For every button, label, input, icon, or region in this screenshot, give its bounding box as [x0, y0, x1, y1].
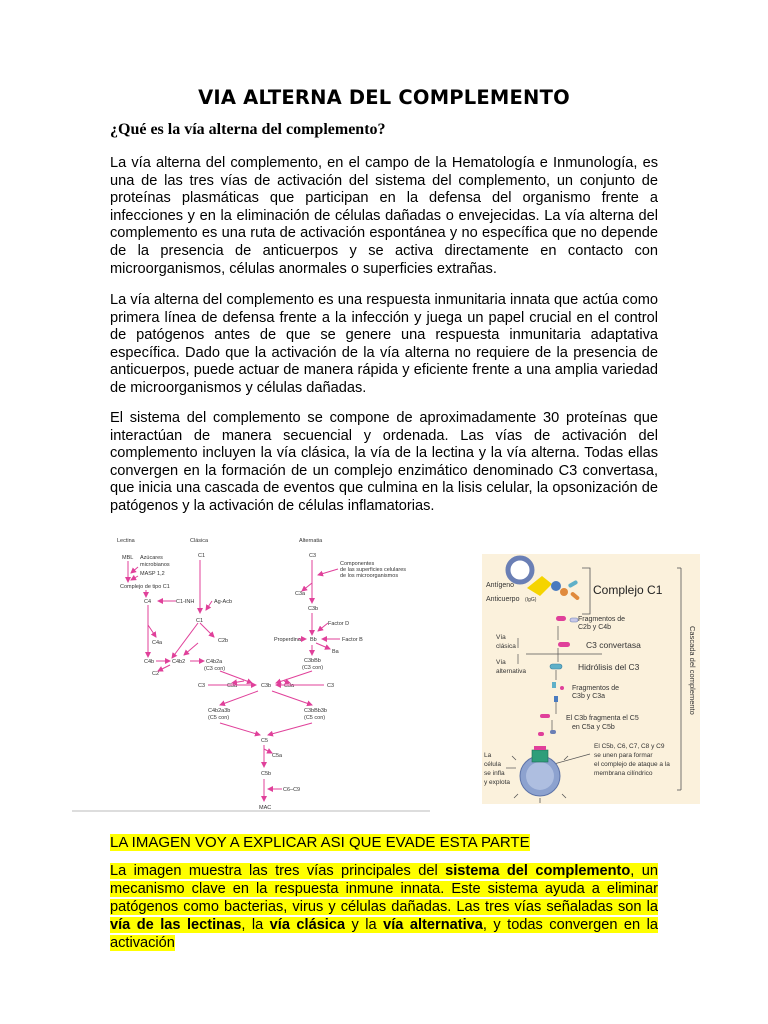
label-c3b-center: C3b	[261, 683, 272, 689]
label-bb: Bb	[310, 637, 317, 643]
label-antigeno: Antígeno	[486, 582, 515, 589]
label-c3b-frag-1: El C3b fragmenta el C5	[566, 715, 639, 722]
hp-text-5: , y todas convergen en la activación	[110, 917, 658, 951]
highlighted-heading-text: LA IMAGEN VOY A EXPLICAR ASI QUE EVADE ESTA PARTE	[110, 834, 530, 851]
label-via-clasica-2: clásica	[496, 643, 516, 650]
label-fragmentos-c2b-2: C2b y C4b	[578, 624, 612, 631]
label-componentes-3: de los microorganismos	[340, 573, 399, 579]
label-mbl: MBL	[122, 555, 134, 561]
label-hidrolisis: Hidrólisis del C3	[578, 662, 640, 672]
label-c3a-3: C3a	[284, 683, 295, 689]
c1-subunit-icon	[560, 588, 568, 596]
label-c5b-4: membrana cilíndrico	[594, 770, 653, 777]
label-via-alt-2: alternativa	[496, 668, 526, 675]
document-title: VIA ALTERNA DEL COMPLEMENTO	[198, 86, 570, 109]
label-c5b-3: el complejo de ataque a la	[594, 761, 670, 768]
hp-text-4: y la	[345, 917, 384, 933]
label-frag-c3b-1: Fragmentos de	[572, 685, 620, 692]
hp-text-3: , la	[241, 917, 270, 933]
c1-complex-icon	[551, 581, 561, 591]
label-c4b2a: C4b2a	[206, 659, 223, 665]
label-celula-4: y explota	[484, 779, 511, 786]
label-c3a-2: C3a	[227, 683, 238, 689]
label-c3-alt: C3	[309, 553, 317, 559]
label-c3-convertasa: C3 convertasa	[586, 640, 641, 650]
label-complejo-c1: Complejo de tipo C1	[120, 584, 170, 590]
header-clasica: Clásica	[190, 538, 209, 544]
label-properdina: Properdina	[274, 637, 301, 643]
mac-cap-icon	[534, 746, 546, 750]
label-factor-d: Factor D	[328, 621, 350, 627]
label-c4: C4	[144, 599, 152, 605]
hp-bold-3: vía clásica	[269, 917, 346, 933]
label-via-clasica-1: Vía	[496, 634, 506, 641]
label-c5: C5	[261, 738, 269, 744]
label-componentes-1: Componentes	[340, 561, 375, 567]
label-masp: MASP 1,2	[140, 571, 165, 577]
paragraph-2: La vía alterna del complemento es una respuesta inmunitaria innata que actúa como primera línea de defensa frente a la infección y juega un papel crucial en el control de patógenos antes de que se genere una respuesta inmunitaria adaptativa específica. Dado que la activación de la vía alterna no requiere de la presencia de anticuerpos, puede actuar de manera rápida y eficiente frente a una amplia variedad de microorganismos y células dañadas.	[110, 292, 658, 396]
label-frag-c3b-2: C3b y C3a	[572, 693, 606, 700]
lysed-cell-inner-icon	[526, 762, 554, 790]
label-via-alt-1: Vía	[496, 659, 506, 666]
label-microbianos: microbianos	[140, 562, 170, 568]
label-celula-3: se infla	[484, 770, 505, 777]
label-fragmentos-c2b-1: Fragmentos de	[578, 616, 626, 623]
label-c5con-1: (C5 con)	[208, 715, 230, 721]
paragraph-1: La vía alterna del complemento, en el campo de la Hematología e Inmunología, es una de las tres vías de activación del sistema del complemento, un conjunto de proteínas plasmáticas que participan en la defensa del organismo frente a infecciones y en la eliminación de células dañadas o envejecidas. La vía alterna del complemento es una ruta de activación espontánea y no específica que no depende de la presencia de anticuerpos y se activa directamente en contacto con microorganismos, células anormales o superficies extrañas.	[110, 155, 658, 277]
label-c5b-2: se unen para formar	[594, 752, 653, 759]
header-lectina: Lectina	[117, 538, 135, 544]
label-celula-2: célula	[484, 761, 501, 768]
hp-text-2: , un mecanismo clave en la respuesta inmune innata. Este sistema ayuda a eliminar patógenos como bacterias, virus y células dañadas. Las tres vías señaladas son la	[110, 863, 658, 915]
label-c3b-frag-2: en C5a y C5b	[572, 724, 615, 731]
label-componentes-2: de las superficies celulares	[340, 567, 407, 573]
label-c2b: C2b	[218, 638, 229, 644]
label-c3a: C3a	[295, 591, 306, 597]
pathways-diagram-svg	[72, 535, 430, 813]
document-subtitle: ¿Qué es la vía alterna del complemento?	[110, 121, 386, 138]
cascade-illustration-svg	[482, 554, 700, 804]
label-ba: Ba	[332, 649, 339, 655]
label-c3b: C3b	[308, 606, 319, 612]
header-alternativa: Alternatia	[299, 538, 323, 544]
hp-bold-4: vía alternativa	[383, 917, 483, 933]
label-c6c9: C6–C9	[283, 787, 301, 793]
label-c3con-2: (C3 con)	[302, 665, 324, 671]
label-c4b: C4b	[144, 659, 155, 665]
label-c5con-2: (C5 con)	[304, 715, 326, 721]
complement-cascade-illustration	[482, 554, 700, 804]
label-c5b: C5b	[261, 771, 272, 777]
label-azucares: Azúcares	[140, 555, 163, 561]
hp-bold-1: sistema del complemento	[445, 863, 631, 879]
label-celula-1: La	[484, 752, 492, 759]
label-mac: MAC	[259, 805, 272, 811]
membrane-attack-complex-icon	[532, 750, 548, 762]
label-anticuerpo: Anticuerpo	[486, 596, 520, 603]
label-factor-b: Factor B	[342, 637, 363, 643]
label-c4a: C4a	[152, 640, 163, 646]
label-c5b-1: El C5b, C6, C7, C8 y C9	[594, 743, 665, 750]
pathway-arrows	[128, 560, 340, 801]
label-c3bbb: C3bBb	[304, 658, 321, 664]
highlighted-paragraph	[110, 862, 658, 952]
antigen-cell-icon	[508, 558, 532, 582]
label-c1inh: C1-INH	[176, 599, 195, 605]
paragraph-3: El sistema del complemento se compone de aproximadamente 30 proteínas que interactúan de manera secuencial y ordenada. Las vías de activación del complemento incluyen la vía clásica, la vía de la lectina y la vía alterna. Todas ellas convergen en la formación de un complejo enzimático denominado C3 convertasa, que inicia una cascada de eventos que culmina en la lisis celular, la opsonización de patógenos y la activación de células inflamatorias.	[110, 410, 658, 514]
label-c3-right: C3	[327, 683, 335, 689]
highlighted-heading	[110, 834, 530, 852]
label-c1b: C1	[196, 618, 204, 624]
label-agacb: Ag-Acb	[214, 599, 233, 605]
complement-pathways-diagram	[72, 535, 430, 813]
label-c4b2: C4b2	[172, 659, 186, 665]
label-c5a: C5a	[272, 753, 283, 759]
hp-text-1: La imagen muestra las tres vías principales del	[110, 863, 446, 879]
label-c3con-1: (C3 con)	[204, 666, 226, 672]
hp-bold-2: vía de las lectinas	[110, 917, 242, 933]
label-c3-left: C3	[198, 683, 206, 689]
label-c3bbb3b: C3bBb3b	[304, 708, 327, 714]
label-c4b2a3b: C4b2a3b	[208, 708, 231, 714]
label-complejo-c1-fig2: Complejo C1	[593, 583, 663, 597]
label-igg: (IgG)	[525, 597, 537, 603]
label-cascada: Cascada del complemento	[688, 626, 697, 715]
label-c2: C2	[152, 671, 160, 677]
label-c1: C1	[198, 553, 206, 559]
